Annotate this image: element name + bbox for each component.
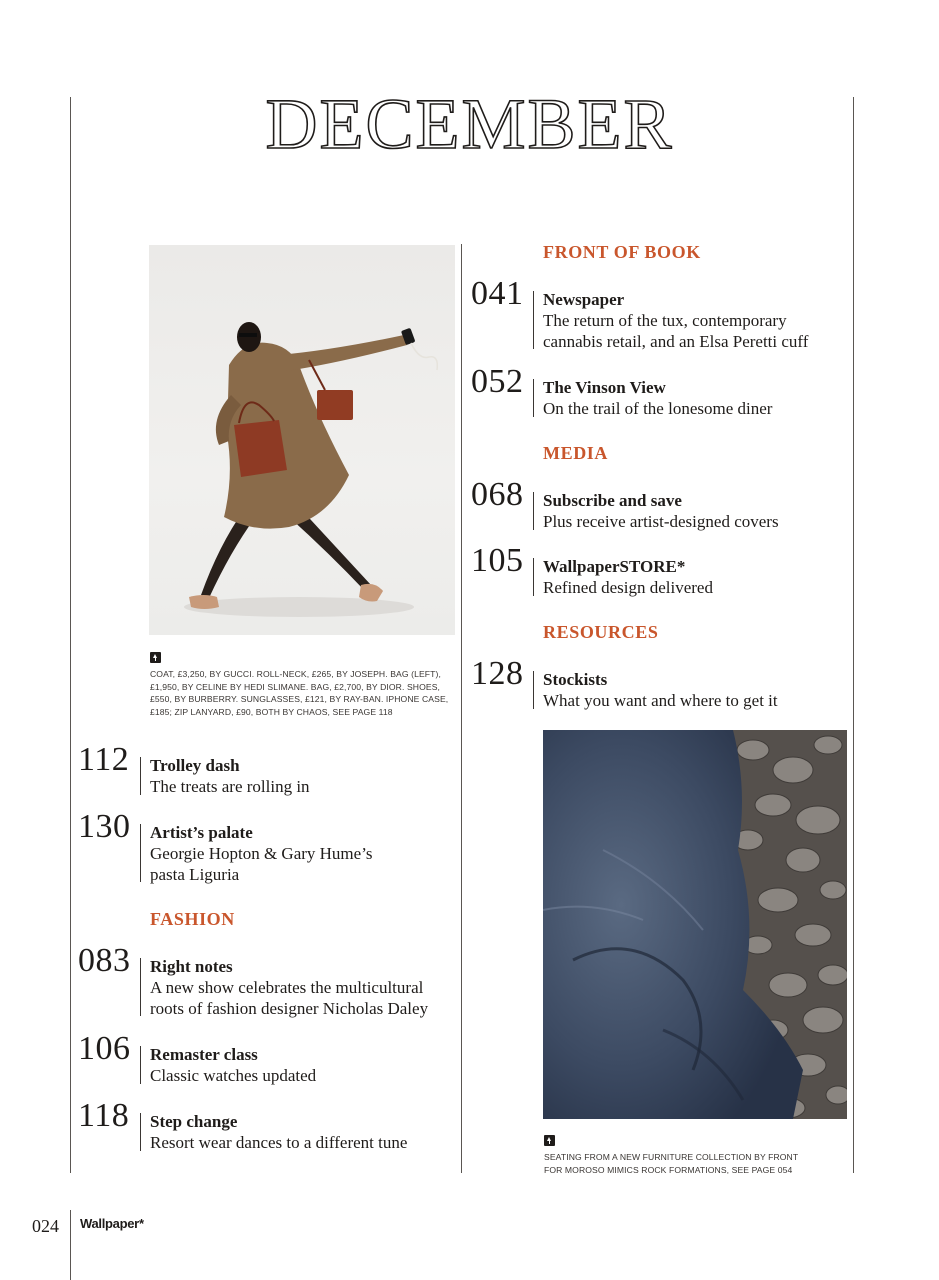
- entry-title: Stockists: [543, 670, 608, 689]
- entry-text: [543, 669, 863, 711]
- entry-rule: [140, 958, 141, 1016]
- entry-desc: Classic watches updated: [150, 1066, 317, 1085]
- entry-text: [150, 822, 470, 885]
- entry-title: Right notes: [150, 957, 233, 976]
- entry-text: [150, 956, 470, 1019]
- brand-logo: Wallpaper*: [80, 1216, 144, 1231]
- page-title: DECEMBER: [265, 84, 674, 164]
- entry-rule: [533, 671, 534, 709]
- rock-seating-photo: [543, 730, 847, 1119]
- page-number: 106: [78, 1030, 131, 1067]
- entry-title: Artist’s palate: [150, 823, 253, 842]
- page-number: 052: [471, 363, 524, 400]
- page-number: 068: [471, 476, 524, 513]
- section-front-of-book: FRONT OF BOOK: [543, 242, 701, 262]
- page-number: 041: [471, 275, 524, 312]
- entry-rule: [533, 492, 534, 530]
- left-rule: [70, 97, 71, 1173]
- rock-caption: [544, 1151, 844, 1176]
- page-number: 118: [78, 1097, 130, 1134]
- caption-line: £185; ZIP LANYARD, £90, BOTH BY CHAOS, SEE PAGE 118: [150, 706, 393, 717]
- right-rule: [853, 97, 854, 1173]
- toc-entry-vinson-view[interactable]: [471, 363, 851, 421]
- footer-rule: [70, 1210, 71, 1280]
- entry-desc: Plus receive artist-designed covers: [543, 512, 779, 531]
- entry-desc: A new show celebrates the multicultural: [150, 978, 424, 997]
- entry-title: Trolley dash: [150, 756, 240, 775]
- entry-desc: Refined design delivered: [543, 578, 713, 597]
- fashion-caption: [150, 668, 450, 718]
- page-number: 130: [78, 808, 131, 845]
- entry-title: Remaster class: [150, 1045, 258, 1064]
- toc-entry-right-notes[interactable]: [78, 942, 458, 1018]
- page-number: 128: [471, 655, 524, 692]
- entry-rule: [533, 379, 534, 417]
- entry-rule: [533, 291, 534, 349]
- page-number: 112: [78, 741, 130, 778]
- rock-texture: [543, 730, 847, 1119]
- page-folio: 024: [32, 1216, 59, 1236]
- entry-text: [150, 1111, 470, 1153]
- page-number: 083: [78, 942, 131, 979]
- caption-line: £550, BY BURBERRY. SUNGLASSES, £121, BY RAY-BAN. IPHONE CASE,: [150, 694, 449, 704]
- entry-title: Newspaper: [543, 290, 625, 309]
- entry-desc: pasta Liguria: [150, 865, 240, 884]
- toc-entry-step-change[interactable]: [78, 1097, 458, 1155]
- toc-entry-trolley-dash[interactable]: [78, 741, 458, 799]
- section-fashion: FASHION: [150, 909, 235, 929]
- entry-desc: The return of the tux, contemporary: [543, 311, 787, 330]
- toc-entry-remaster-class[interactable]: [78, 1030, 458, 1088]
- entry-rule: [140, 757, 141, 795]
- entry-text: [543, 490, 863, 532]
- section-media: MEDIA: [543, 443, 608, 463]
- section-resources: RESOURCES: [543, 622, 659, 642]
- entry-text: [543, 556, 863, 598]
- caption-line: £1,950, BY CELINE BY HEDI SLIMANE. BAG, £2,700, BY DIOR. SHOES,: [150, 681, 441, 692]
- center-rule: [461, 244, 462, 1173]
- caption-line: SEATING FROM A NEW FURNITURE COLLECTION BY FRONT: [544, 1152, 799, 1162]
- fashion-photo: [149, 245, 455, 635]
- entry-desc: On the trail of the lonesome diner: [543, 399, 773, 418]
- entry-text: [150, 1044, 470, 1086]
- entry-rule: [140, 1113, 141, 1151]
- entry-desc: cannabis retail, and an Elsa Peretti cuff: [543, 332, 809, 351]
- arrow-up-icon: [544, 1135, 555, 1146]
- entry-text: [150, 755, 470, 797]
- entry-rule: [140, 824, 141, 882]
- page-number: 105: [471, 542, 524, 579]
- caption-line: COAT, £3,250, BY GUCCI. ROLL-NECK, £265, BY JOSEPH. BAG (LEFT),: [150, 669, 441, 679]
- entry-title: WallpaperSTORE*: [543, 557, 686, 576]
- toc-entry-newspaper[interactable]: [471, 275, 851, 351]
- toc-entry-subscribe[interactable]: [471, 476, 851, 534]
- entry-rule: [140, 1046, 141, 1084]
- model-illustration: [149, 245, 455, 635]
- entry-desc: Georgie Hopton & Gary Hume’s: [150, 844, 373, 863]
- entry-desc: What you want and where to get it: [543, 691, 778, 710]
- entry-rule: [533, 558, 534, 596]
- entry-text: [543, 377, 863, 419]
- entry-desc: roots of fashion designer Nicholas Daley: [150, 999, 429, 1018]
- arrow-up-icon: [150, 652, 161, 663]
- toc-entry-wallpaper-store[interactable]: [471, 542, 851, 600]
- toc-entry-artists-palate[interactable]: [78, 808, 458, 884]
- entry-desc: Resort wear dances to a different tune: [150, 1133, 408, 1152]
- entry-text: [543, 289, 863, 352]
- toc-entry-stockists[interactable]: [471, 655, 851, 713]
- entry-title: Step change: [150, 1112, 238, 1131]
- caption-line: FOR MOROSO MIMICS ROCK FORMATIONS, SEE PAGE 054: [544, 1164, 793, 1175]
- entry-title: Subscribe and save: [543, 491, 682, 510]
- entry-desc: The treats are rolling in: [150, 777, 310, 796]
- entry-title: The Vinson View: [543, 378, 666, 397]
